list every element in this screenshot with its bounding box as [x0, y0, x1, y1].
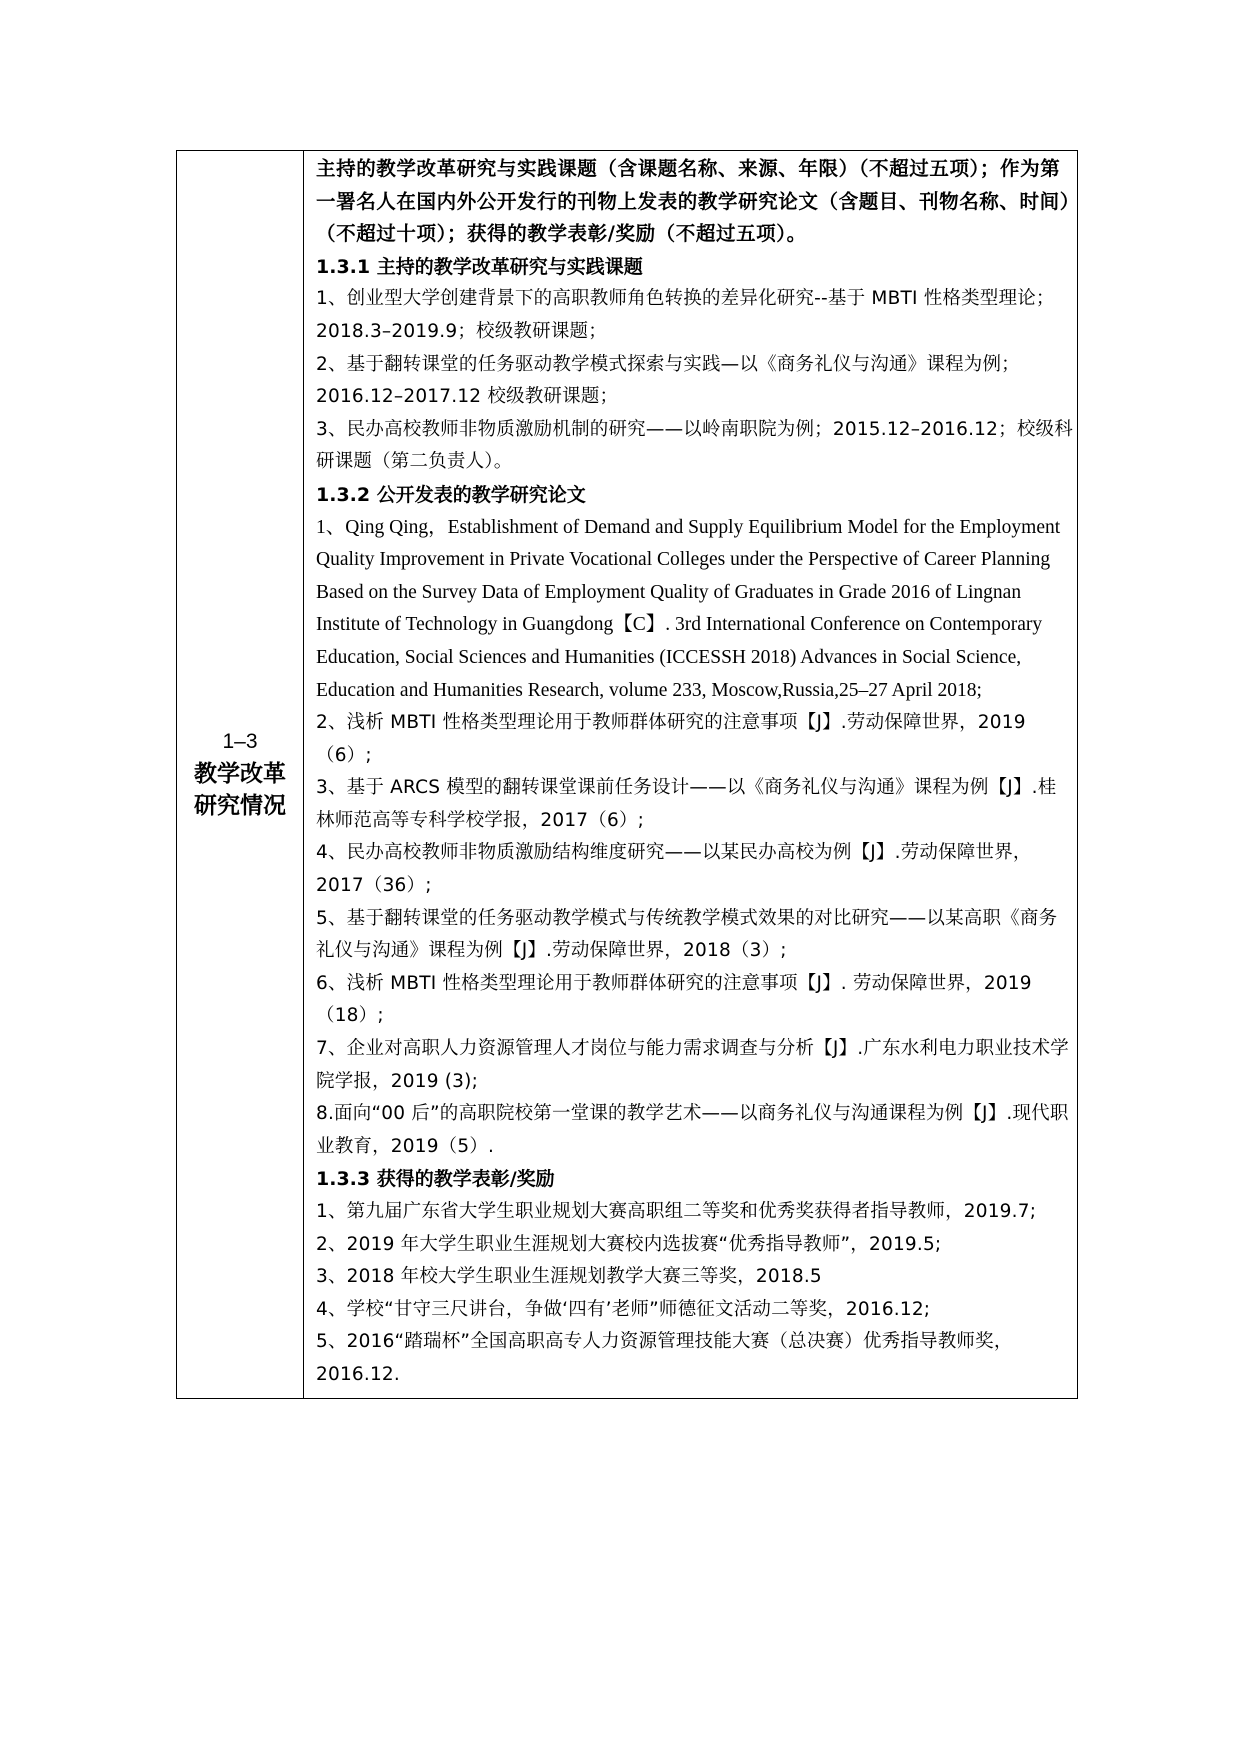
list-item: 5、2016“踏瑞杯”全国高职高专人力资源管理技能大赛（总决赛）优秀指导教师奖，2016.12. [316, 1331, 1013, 1385]
list-item: 2、2019 年大学生职业生涯规划大赛校内选拔赛“优秀指导教师”，2019.5; [316, 1233, 942, 1255]
list-item: 1、创业型大学创建背景下的高职教师角色转换的差异化研究--基于 MBTI 性格类型理论；2018.3–2019.9；校级教研课题； [316, 288, 1055, 342]
list-item: 4、民办高校教师非物质激励结构维度研究——以某民办高校为例【J】.劳动保障世界，2017（36）; [316, 842, 1032, 897]
row-code: 1–3 [222, 730, 258, 754]
list-item: 7、企业对高职人力资源管理人才岗位与能力需求调查与分析【J】.广东水利电力职业技术学院学报，2019 (3); [316, 1038, 1070, 1092]
list-item: 3、基于 ARCS 模型的翻转课堂课前任务设计——以《商务礼仪与沟通》课程为例【J】.桂林师范高等专科学校学报，2017（6）; [316, 777, 1057, 831]
list-item: 3、民办高校教师非物质激励机制的研究——以岭南职院为例；2015.12–2016.12；校级科研课题（第二负责人）。 [316, 418, 1073, 473]
list-item: 3、2018 年校大学生职业生涯规划教学大赛三等奖，2018.5 [316, 1266, 822, 1288]
form-table [176, 150, 1078, 1399]
instructions-text: 主持的教学改革研究与实践课题（含课题名称、来源、年限）（不超过五项）；作为第一署名人在国内外公开发行的刊物上发表的教学研究论文（含题目、刊物名称、时间）（不超过十项）；获得的教学表彰/奖励（不超过五项）。 [316, 157, 1071, 246]
list-item: 5、基于翻转课堂的任务驱动教学模式与传统教学模式效果的对比研究——以某高职《商务礼仪与沟通》课程为例【J】.劳动保障世界，2018（3）; [316, 907, 1058, 962]
content-cell [304, 151, 1078, 1399]
row-label-cell [177, 151, 304, 1399]
list-item: 1、Qing Qing，Establishment of Demand and Supply Equilibrium Model for the Employment Quality Improvement in Private Vocational Colleges under the Perspective of Career Planning Based on the Survey Data of Employment Quality of Graduates in Grade 2016 of Lingnan Institute of Technology in Guangdong【C】. 3rd International Conference on Contemporary Education, Social Sciences and Humanities (ICCESSH 2018) Advances in Social Science, Education and Humanities Research, volume 233, Moscow,Russia,25–27 April 2018; [316, 516, 1061, 701]
list-item: 2、浅析 MBTI 性格类型理论用于教师群体研究的注意事项【J】.劳动保障世界，2019（6）; [316, 712, 1026, 766]
section-heading-projects: 1.3.1 主持的教学改革研究与实践课题 [316, 255, 643, 278]
list-item: 8.面向“00 后”的高职院校第一堂课的教学艺术——以商务礼仪与沟通课程为例【J】.现代职业教育，2019（5）. [316, 1103, 1069, 1157]
list-item: 2、基于翻转课堂的任务驱动教学模式探索与实践—以《商务礼仪与沟通》课程为例；2016.12–2017.12 校级教研课题； [316, 353, 1020, 408]
row-title: 教学改革研究情况 [194, 761, 286, 820]
list-item: 4、学校“甘守三尺讲台，争做‘四有’老师”师德征文活动二等奖，2016.12; [316, 1298, 931, 1320]
section-heading-papers: 1.3.2 公开发表的教学研究论文 [316, 483, 586, 506]
table-row [177, 151, 1078, 1399]
section-heading-awards: 1.3.3 获得的教学表彰/奖励 [316, 1168, 555, 1191]
list-item: 6、浅析 MBTI 性格类型理论用于教师群体研究的注意事项【J】. 劳动保障世界，2019（18）; [316, 972, 1032, 1027]
list-item: 1、第九届广东省大学生职业规划大赛高职组二等奖和优秀奖获得者指导教师，2019.7; [316, 1201, 1037, 1222]
